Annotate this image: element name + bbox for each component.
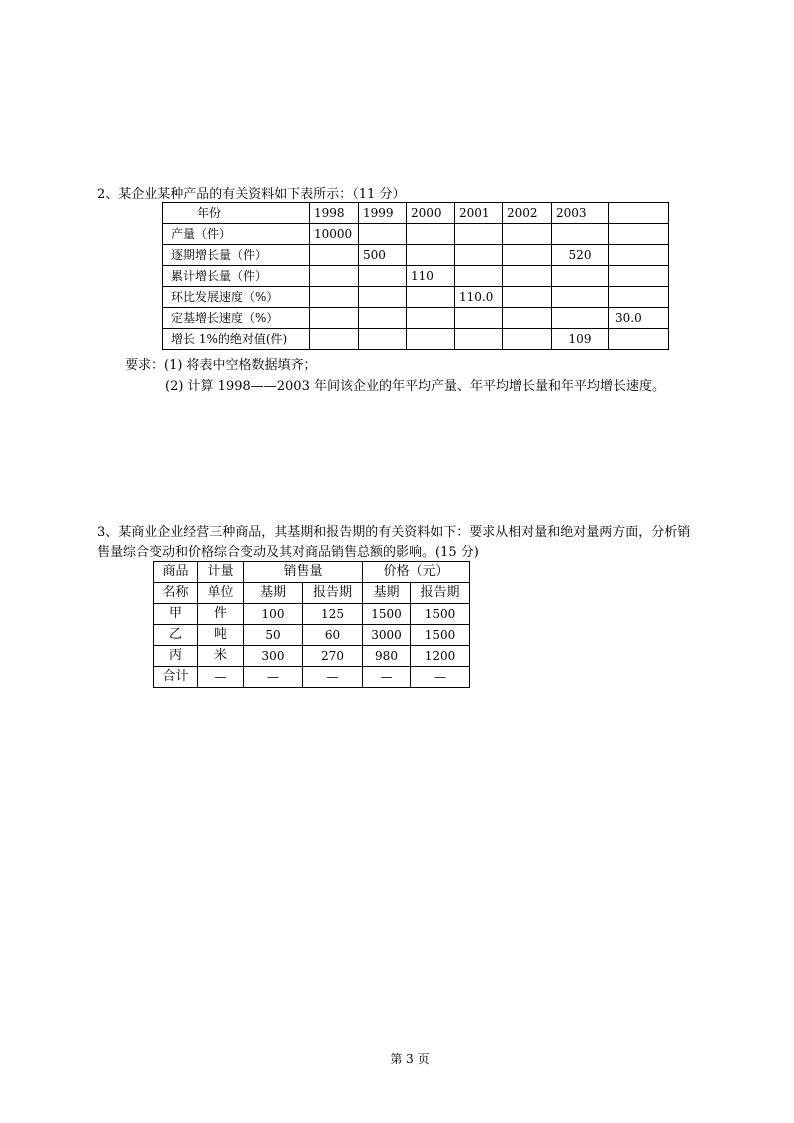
table-cell — [552, 308, 609, 329]
table-cell: 10000 — [310, 224, 359, 245]
q2-requirement-1: 要求：(1) 将表中空格数据填齐； — [125, 358, 317, 373]
table-cell: 270 — [303, 646, 363, 667]
table-cell — [455, 308, 503, 329]
table-cell — [359, 224, 407, 245]
table-cell — [310, 266, 359, 287]
row-label: 逐期增长量（件） — [163, 245, 310, 266]
table-row — [154, 604, 470, 625]
table-cell — [503, 245, 552, 266]
row-label: 环比发展速度（%） — [163, 287, 310, 308]
table-cell — [609, 224, 669, 245]
table-cell — [310, 287, 359, 308]
table-cell: 1500 — [411, 604, 470, 625]
header-year: 2000 — [407, 203, 455, 224]
table-cell: 1500 — [411, 625, 470, 646]
q2-table — [162, 202, 669, 350]
table-cell: 30.0 — [609, 308, 669, 329]
header-unit-2: 单位 — [198, 583, 244, 604]
row-label: 累计增长量（件） — [163, 266, 310, 287]
table-cell — [359, 266, 407, 287]
table-cell — [455, 245, 503, 266]
header-report-period: 报告期 — [303, 583, 363, 604]
q3-title-line-1: 3、某商业企业经营三种商品，其基期和报告期的有关资料如下：要求从相对量和绝对量两方面，分析销 — [97, 525, 691, 540]
table-cell — [503, 224, 552, 245]
table-cell: — — [198, 667, 244, 688]
table-cell: 吨 — [198, 625, 244, 646]
table-row — [154, 667, 470, 688]
table-cell — [552, 266, 609, 287]
table-cell — [455, 329, 503, 350]
header-blank — [609, 203, 669, 224]
header-year-label: 年份 — [163, 203, 310, 224]
table-header-row — [154, 583, 470, 604]
header-name-1: 商品 — [154, 562, 198, 583]
header-price: 价格（元） — [363, 562, 470, 583]
table-cell: 1200 — [411, 646, 470, 667]
table-cell — [609, 287, 669, 308]
table-cell — [552, 224, 609, 245]
table-cell: 500 — [359, 245, 407, 266]
table-cell — [359, 287, 407, 308]
table-row — [154, 625, 470, 646]
table-cell — [359, 329, 407, 350]
table-cell — [407, 287, 455, 308]
table-row — [163, 224, 669, 245]
table-cell: — — [411, 667, 470, 688]
q2-requirement-2: (2) 计算 1998——2003 年间该企业的年平均产量、年平均增长量和年平均增长速度。 — [165, 379, 665, 394]
table-header-row — [154, 562, 470, 583]
table-cell — [503, 266, 552, 287]
table-cell — [455, 266, 503, 287]
table-cell: 甲 — [154, 604, 198, 625]
table-header-row — [163, 203, 669, 224]
table-cell — [609, 266, 669, 287]
table-cell — [407, 224, 455, 245]
table-row — [154, 646, 470, 667]
table-cell: 980 — [363, 646, 411, 667]
row-label: 定基增长速度（%） — [163, 308, 310, 329]
table-cell: — — [303, 667, 363, 688]
q3-title-line-2: 售量综合变动和价格综合变动及其对商品销售总额的影响。(15 分) — [97, 545, 479, 560]
table-cell: 60 — [303, 625, 363, 646]
header-year: 1999 — [359, 203, 407, 224]
table-row — [163, 266, 669, 287]
table-cell: 520 — [552, 245, 609, 266]
table-cell — [609, 245, 669, 266]
table-cell: 110.0 — [455, 287, 503, 308]
table-cell — [310, 308, 359, 329]
table-cell: 109 — [552, 329, 609, 350]
table-cell — [503, 329, 552, 350]
row-label: 产量（件） — [163, 224, 310, 245]
table-cell — [407, 245, 455, 266]
table-cell: 50 — [244, 625, 303, 646]
table-cell: 丙 — [154, 646, 198, 667]
header-year: 2003 — [552, 203, 609, 224]
header-year: 2001 — [455, 203, 503, 224]
table-cell: 110 — [407, 266, 455, 287]
table-cell: — — [363, 667, 411, 688]
table-cell: 合计 — [154, 667, 198, 688]
table-cell: 1500 — [363, 604, 411, 625]
table-cell — [407, 308, 455, 329]
table-cell: 100 — [244, 604, 303, 625]
page-number: 第 3 页 — [390, 1052, 430, 1066]
header-base-period: 基期 — [244, 583, 303, 604]
table-cell: 米 — [198, 646, 244, 667]
table-cell: 125 — [303, 604, 363, 625]
q2-title: 2、某企业某种产品的有关资料如下表所示：（11 分） — [97, 187, 406, 202]
table-cell — [310, 329, 359, 350]
header-sales-qty: 销售量 — [244, 562, 363, 583]
header-year: 1998 — [310, 203, 359, 224]
table-cell — [503, 308, 552, 329]
table-row — [163, 329, 669, 350]
table-row — [163, 287, 669, 308]
row-label: 增长 1%的绝对值(件) — [163, 329, 310, 350]
table-cell: — — [244, 667, 303, 688]
table-cell: 件 — [198, 604, 244, 625]
table-cell: 3000 — [363, 625, 411, 646]
header-report-period: 报告期 — [411, 583, 470, 604]
table-cell: 300 — [244, 646, 303, 667]
header-year: 2002 — [503, 203, 552, 224]
header-base-period: 基期 — [363, 583, 411, 604]
table-cell — [359, 308, 407, 329]
q3-table — [153, 561, 470, 688]
table-row — [163, 308, 669, 329]
header-unit-1: 计量 — [198, 562, 244, 583]
table-row — [163, 245, 669, 266]
table-cell — [609, 329, 669, 350]
table-cell — [455, 224, 503, 245]
table-cell — [407, 329, 455, 350]
table-cell — [503, 287, 552, 308]
table-cell — [310, 245, 359, 266]
header-name-2: 名称 — [154, 583, 198, 604]
table-cell: 乙 — [154, 625, 198, 646]
table-cell — [552, 287, 609, 308]
